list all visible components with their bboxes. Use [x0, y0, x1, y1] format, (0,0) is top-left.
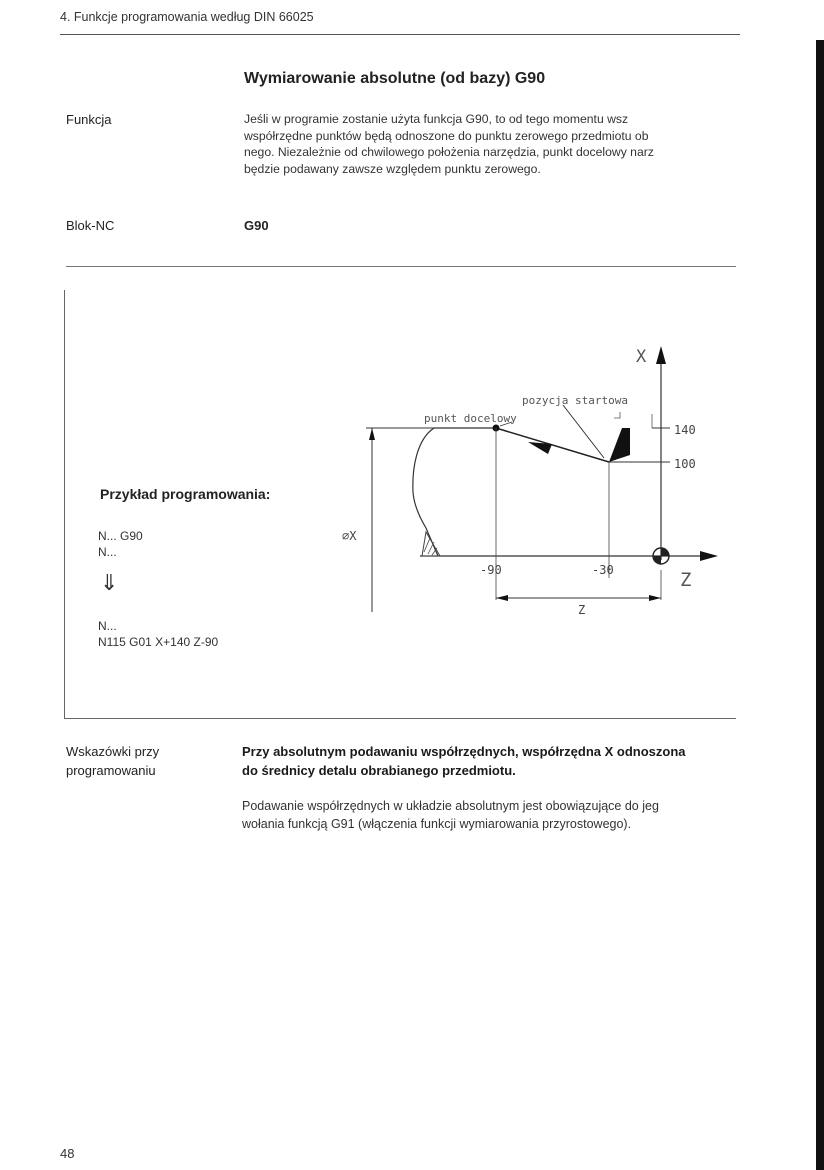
dim-minus90-label: -90 [480, 563, 502, 577]
code-line-2: N... [98, 545, 117, 559]
hints-bold-line-2: do średnicy detalu obrabianego przedmiotu. [242, 763, 516, 778]
axis-z-label: Z [680, 569, 692, 591]
hints-label-line-2: programowaniu [66, 763, 156, 778]
hints-label-line-1: Wskazówki przy [66, 744, 160, 759]
funkcja-line-2: współrzędne punktów będą odnoszone do punktu zerowego przedmiotu ob [244, 128, 649, 143]
x-axis-arrowhead [656, 346, 666, 364]
origin-quadrant-2 [653, 556, 661, 564]
axis-x-label: X [636, 347, 647, 367]
page-number: 48 [60, 1146, 75, 1161]
hints-label [66, 742, 159, 780]
origin-quadrant-1 [661, 548, 669, 556]
funkcja-label: Funkcja [66, 112, 112, 127]
dim-minus30-label: -30 [592, 563, 614, 577]
hints-text [242, 798, 659, 833]
running-header: 4. Funkcje programowania według DIN 66025 [60, 10, 314, 24]
down-arrow-icon: ⇓ [100, 570, 119, 595]
funkcja-line-3: nego. Niezależnie od chwilowego położenia narzędzia, punkt docelowy narz [244, 145, 654, 159]
funkcja-line-1: Jeśli w programie zostanie użyta funkcja G90, to od tego momentu wsz [244, 112, 629, 126]
blok-nc-value: G90 [244, 218, 269, 233]
code-line-4: N115 G01 X+140 Z-90 [98, 635, 219, 649]
code-line-1: N... G90 [98, 529, 143, 543]
tool-path [496, 428, 609, 462]
hatched-area [422, 532, 440, 556]
target-point-label: punkt docelowy [424, 412, 517, 425]
blok-nc-label: Blok-NC [66, 218, 115, 233]
diameter-label: ⌀X [342, 529, 357, 543]
hints-text-line-2: wołania funkcją G91 (włączenia funkcji wymiarowania przyrostowego). [242, 816, 632, 831]
funkcja-line-4: będzie podawany zawsze względem punktu zerowego. [244, 161, 541, 176]
dim-140-label: 140 [674, 423, 696, 437]
hints-text-line-1: Podawanie współrzędnych w układzie absolutnym jest obowiązujące do jeg [242, 799, 659, 813]
z-axis-arrowhead [700, 551, 718, 561]
start-position-label: pozycja startowa [522, 394, 628, 407]
binding-edge [816, 40, 824, 1170]
tool-path-arrowhead [528, 442, 552, 454]
section-title: Wymiarowanie absolutne (od bazy) G90 [244, 70, 546, 87]
example-heading: Przykład programowania: [100, 486, 271, 502]
hints-bold [242, 742, 686, 780]
tool-shape [609, 428, 630, 462]
dim-100-label: 100 [674, 457, 696, 471]
hints-bold-line-1: Przy absolutnym podawaniu współrzędnych, współrzędna X odnoszona [242, 744, 686, 759]
code-line-3: N... [98, 619, 117, 633]
dim-z-label: Z [578, 603, 586, 617]
